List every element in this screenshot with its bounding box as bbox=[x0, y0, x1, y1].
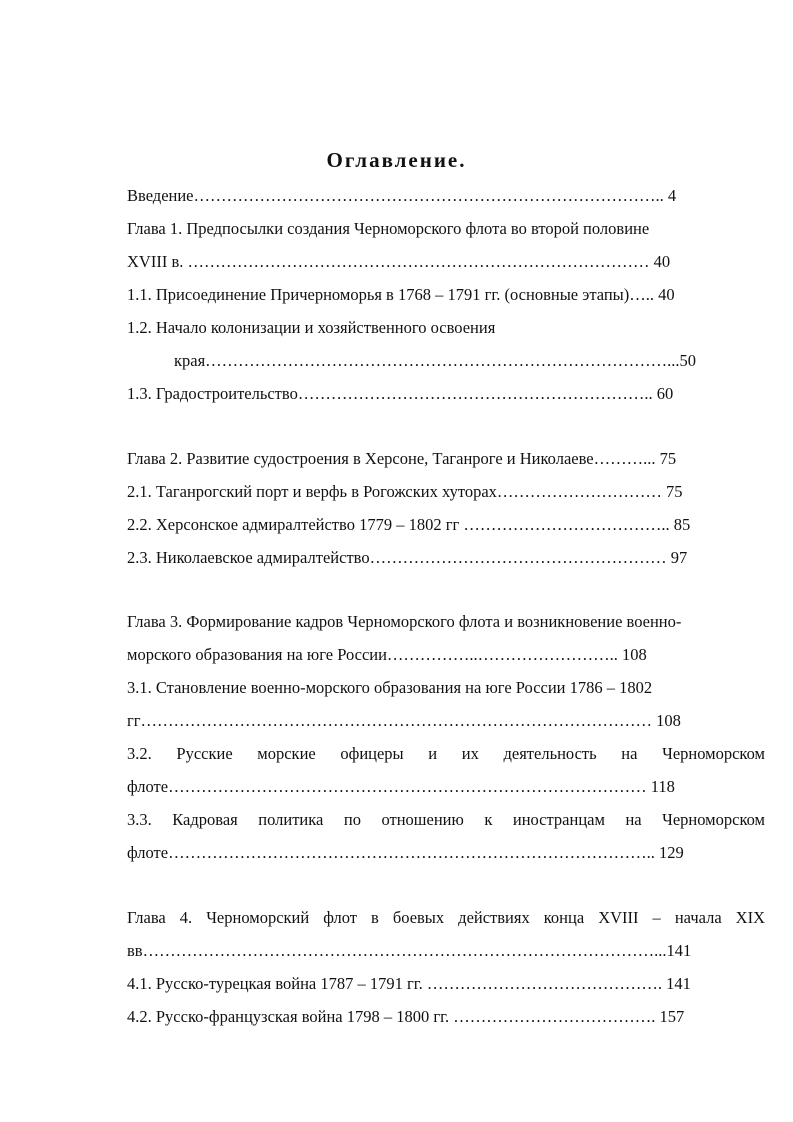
toc-line-chapter-4-cont: вв…………………………………………………………………………………...141 bbox=[127, 941, 692, 960]
toc-line-introduction: Введение………………………………………………………………………….. 4 bbox=[127, 186, 677, 205]
toc-line-section-1-2: 1.2. Начало колонизации и хозяйственного освоения bbox=[127, 318, 496, 337]
toc-line-section-2-3: 2.3. Николаевское адмиралтейство……………………………………………… 97 bbox=[127, 548, 688, 567]
toc-line-section-3-3-cont: флоте…………………………………………………………………………….. 129 bbox=[127, 843, 684, 862]
toc-line-section-1-3: 1.3. Градостроительство……………………………………………………….. 60 bbox=[127, 384, 674, 403]
toc-line-chapter-3: Глава 3. Формирование кадров Черноморского флота и возникновение военно- bbox=[127, 612, 682, 631]
toc-line-chapter-3-cont: морского образования на юге России……………..…………………….. 108 bbox=[127, 645, 647, 664]
toc-line-chapter-1-cont: XVIII в. ………………………………………………………………………… 40 bbox=[127, 252, 671, 271]
page-title: Оглавление. bbox=[326, 148, 467, 172]
toc-line-chapter-4: Глава 4. Черноморский флот в боевых действиях конца XVIII – начала XIX bbox=[127, 908, 765, 927]
toc-line-chapter-1: Глава 1. Предпосылки создания Черноморского флота во второй половине bbox=[127, 219, 650, 238]
toc-line-section-3-2-cont: флоте…………………………………………………………………………… 118 bbox=[127, 777, 675, 796]
toc-line-section-2-2: 2.2. Херсонское адмиралтейство 1779 – 1802 гг ……………………………….. 85 bbox=[127, 515, 691, 534]
toc-line-section-3-1: 3.1. Становление военно-морского образования на юге России 1786 – 1802 bbox=[127, 678, 653, 697]
toc-line-chapter-2: Глава 2. Развитие судостроения в Херсоне, Таганроге и Николаеве………... 75 bbox=[127, 449, 677, 468]
toc-line-section-3-1-cont: гг………………………………………………………………………………… 108 bbox=[127, 711, 681, 730]
toc-line-section-1-2-cont: края…………………………………………………………………………...50 bbox=[174, 351, 697, 370]
toc-line-section-1-1: 1.1. Присоединение Причерноморья в 1768 – 1791 гг. (основные этапы)….. 40 bbox=[127, 285, 675, 304]
toc-line-section-3-2: 3.2. Русские морские офицеры и их деятельность на Черноморском bbox=[127, 744, 765, 763]
toc-line-section-4-2: 4.2. Русско-французская война 1798 – 1800 гг. ………………………………. 157 bbox=[127, 1007, 685, 1026]
toc-line-section-2-1: 2.1. Таганрогский порт и верфь в Рогожских хуторах………………………… 75 bbox=[127, 482, 683, 501]
toc-line-section-3-3: 3.3. Кадровая политика по отношению к иностранцам на Черноморском bbox=[127, 810, 765, 829]
toc-line-section-4-1: 4.1. Русско-турецкая война 1787 – 1791 гг. ……………………………………. 141 bbox=[127, 974, 691, 993]
